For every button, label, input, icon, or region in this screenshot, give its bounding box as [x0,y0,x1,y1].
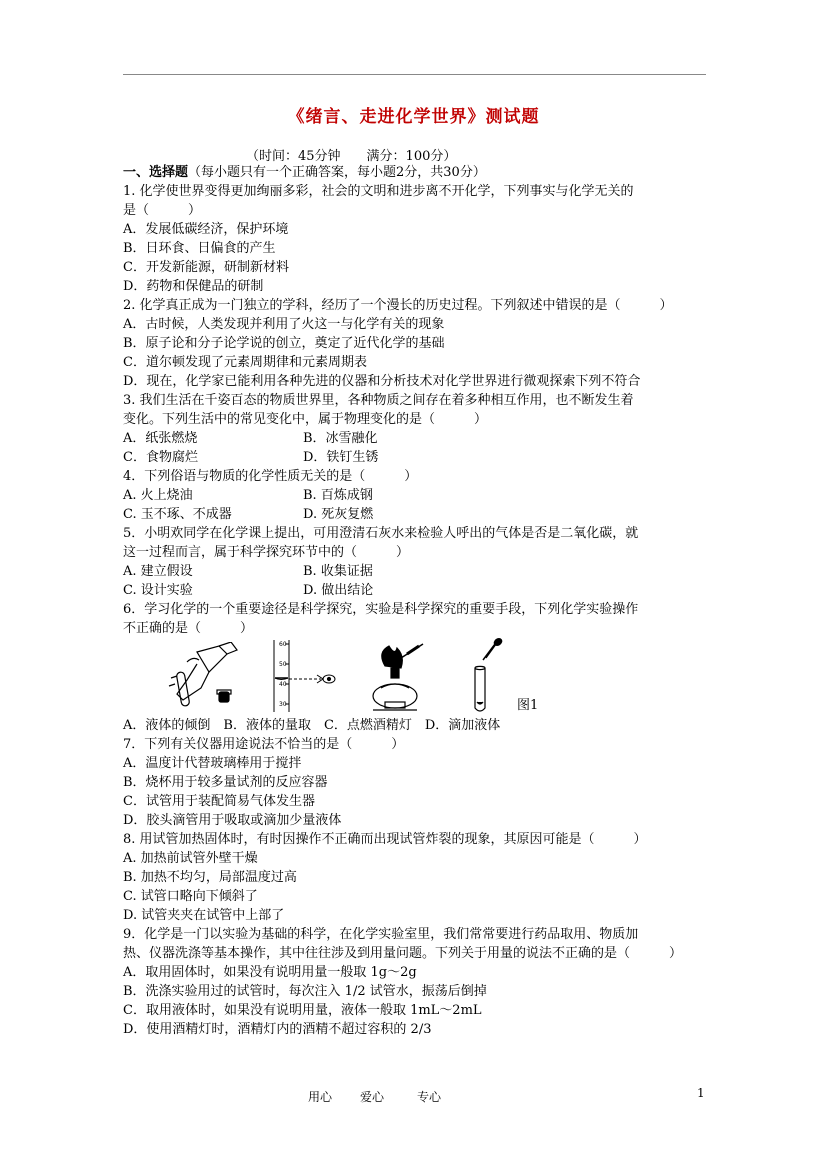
option-row [123,562,743,581]
text-line: A．古时候，人类发现并利用了火这一与化学有关的现象 [123,317,445,332]
option-row [123,505,743,524]
question-content [123,163,743,1039]
section-heading [123,163,743,182]
text-line: B．日环食、日偏食的产生 [123,241,276,256]
option-row [123,581,743,600]
option-row [123,448,743,467]
text-line: 5．小明欢同学在化学课上提出，可用澄清石灰水来检验人呼出的气体是否是二氧化碳，就 [123,526,639,541]
questions-part-1 [123,182,743,638]
figure-1 [123,638,743,716]
answer-option: D. 死灰复燃 [303,507,374,522]
scale-tick-label: 60 [279,641,287,648]
text-line: A. 加热前试管外壁干燥 [123,851,258,866]
questions-part-2 [123,716,743,1039]
answer-option: B．冰雪融化 [303,431,378,446]
answer-option: D. 做出结论 [303,583,374,598]
text-line: C．取用液体时，如果没有说明用量，液体一般取 1mL～2mL [123,1003,482,1018]
text-line: 9．化学是一门以实验为基础的科学，在化学实验室里，我们常常要进行药品取用、物质加 [123,927,639,942]
text-line: D．胶头滴管用于吸取或滴加少量液体 [123,813,342,828]
footer-item: 爱心 [360,1090,385,1104]
text-line: A．液体的倾倒 B．液体的量取 C．点燃酒精灯 D．滴加液体 [123,718,501,733]
text-line: 8. 用试管加热固体时，有时因操作不正确而出现试管炸裂的现象，其原因可能是（ ） [123,832,647,847]
answer-option: C．食物腐烂 [123,450,198,465]
dropper-test-tube-figure [459,638,519,714]
option-row [123,486,743,505]
figure-label: 图1 [517,698,539,713]
scale-tick-label: 50 [279,661,287,668]
text-line: 不正确的是（ ） [123,621,254,636]
text-line: A．温度计代替玻璃棒用于搅拌 [123,756,302,771]
text-line: D．现在，化学家已能利用各种先进的仪器和分析技术对化学世界进行微观探索下列不符合 [123,374,641,389]
text-line: 6．学习化学的一个重要途径是科学探究，实验是科学探究的重要手段，下列化学实验操作 [123,602,639,617]
footer-item: 专心 [417,1090,442,1104]
answer-option: A. 火上烧油 [123,488,193,503]
text-line: 3. 我们生活在千姿百态的物质世界里，各种物质之间存在着多种相互作用，也不断发生着 [123,393,634,408]
text-line: C. 试管口略向下倾斜了 [123,889,258,904]
section-title: 一、选择题 [123,165,189,180]
answer-option: B. 百炼成钢 [303,488,373,503]
answer-option: D．铁钉生锈 [303,450,379,465]
section-note: （每小题只有一个正确答案，每小题2分，共30分） [188,165,486,180]
footer-item: 用心 [308,1090,333,1104]
page-number: 1 [697,1086,705,1100]
text-line: 1. 化学使世界变得更加绚丽多彩，社会的文明和进步离不开化学，下列事实与化学无关的 [123,184,634,199]
text-line: 4．下列俗语与物质的化学性质无关的是（ ） [123,469,418,484]
scale-tick-label: 30 [279,701,287,708]
text-line: C．试管用于装配简易气体发生器 [123,794,315,809]
answer-option: A．纸张燃烧 [123,431,198,446]
text-line: D．药物和保健品的研制 [123,279,264,294]
text-line: A．取用固体时，如果没有说明用量一般取 1g～2g [123,965,417,980]
header-rule [123,74,706,75]
exam-time-score: （时间：45分钟 满分：100分） [246,149,457,164]
text-line: C．开发新能源，研制新材料 [123,260,289,275]
text-line: 热、仪器洗涤等基本操作，其中往往涉及到用量问题。下列关于用量的说法不正确的是（ ） [123,946,683,961]
text-line: B．原子论和分子论学说的创立，奠定了近代化学的基础 [123,336,445,351]
scale-tick-label: 40 [279,681,287,688]
answer-option: C. 玉不琢、不成器 [123,507,232,522]
answer-option: C. 设计实验 [123,583,193,598]
text-line: 是（ ） [123,203,202,218]
text-line: B．烧杯用于较多量试剂的反应容器 [123,775,328,790]
text-line: C．道尔顿发现了元素周期律和元素周期表 [123,355,367,370]
text-line: 这一过程而言，属于科学探究环节中的（ ） [123,545,410,560]
answer-option: A. 建立假设 [123,564,193,579]
alcohol-lamp-figure [367,638,447,714]
text-line: D. 试管夹夹在试管中上部了 [123,908,285,923]
answer-option: B. 收集证据 [303,564,373,579]
text-line: B. 加热不均匀，局部温度过高 [123,870,297,885]
text-line: 变化。下列生活中的常见变化中，属于物理变化的是（ ） [123,412,488,427]
page-title: 《绪言、走进化学世界》测试题 [287,107,540,127]
text-line: B．洗涤实验用过的试管时，每次注入 1/2 试管水，振荡后倒掉 [123,984,487,999]
text-line: D．使用酒精灯时，酒精灯内的酒精不超过容积的 2/3 [123,1022,432,1037]
pouring-liquid-figure [157,642,257,712]
option-row [123,429,743,448]
measuring-cylinder-figure [267,638,347,714]
text-line: A．发展低碳经济，保护环境 [123,222,289,237]
text-line: 2. 化学真正成为一门独立的学科，经历了一个漫长的历史过程。下列叙述中错误的是（ ） [123,298,673,313]
text-line: 7．下列有关仪器用途说法不恰当的是（ ） [123,737,405,752]
